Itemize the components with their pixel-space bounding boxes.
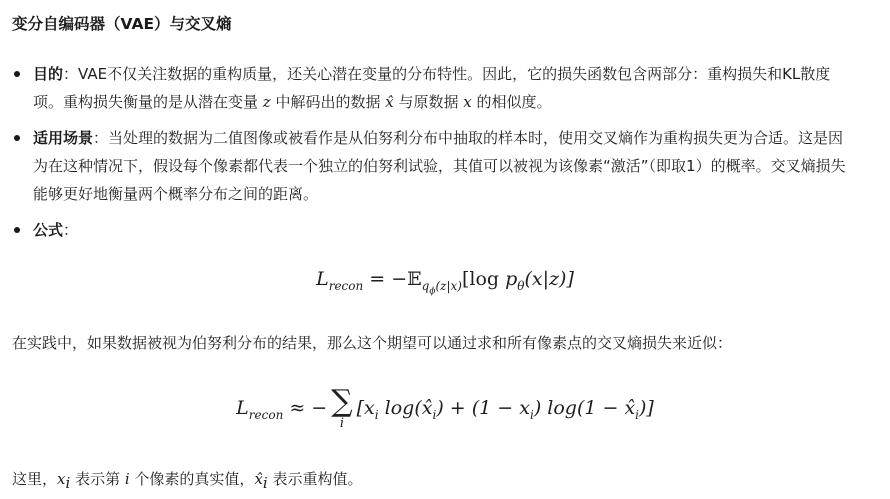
math-var-i: i <box>124 470 130 488</box>
math-var-xhat: x̂ <box>254 470 263 488</box>
formula-sum <box>331 384 353 431</box>
bullet-term: 适用场景 <box>33 129 94 147</box>
bullet-separator: ： <box>63 221 79 239</box>
formula-expectation: 𝔼 <box>407 268 422 290</box>
formula-body: ) + (1 − x <box>436 397 530 419</box>
notation-paragraph <box>12 467 363 495</box>
formula-p-subscript: θ <box>517 278 525 293</box>
formula-sub: i <box>432 407 437 422</box>
formula-lhs-subscript: recon <box>328 278 364 293</box>
formula-body-tail: (x|z)] <box>524 268 574 290</box>
formula-sub: i <box>374 407 379 422</box>
bullet-purpose <box>0 60 890 116</box>
para-text: 表示重构值。 <box>267 470 363 488</box>
math-sub-i: i <box>65 474 71 492</box>
sum-symbol: ∑ <box>331 384 353 419</box>
formula-equals: = − <box>363 268 408 290</box>
formula-body: log(x̂ <box>378 397 433 419</box>
formula-lhs-subscript: recon <box>248 407 284 422</box>
bullet-text: 的相似度。 <box>471 93 552 111</box>
para-text: 个像素的真实值， <box>129 470 255 488</box>
bullet-separator: ： <box>93 129 109 147</box>
bullet-text: 与原数据 <box>393 93 464 111</box>
formula-expectation-phi: ϕ <box>429 286 436 297</box>
formula-sub: i <box>635 407 640 422</box>
formula-p: p <box>505 268 518 290</box>
math-var-z: z <box>262 93 271 111</box>
bullet-dot-icon <box>14 71 20 77</box>
math-var-x: x <box>463 93 472 111</box>
bullet-dot-icon <box>14 227 20 233</box>
formula-body: [log <box>461 268 506 290</box>
formula-body: [x <box>356 397 375 419</box>
formula-approx: ≈ − <box>283 397 328 419</box>
math-var-x: x <box>57 470 66 488</box>
bullet-list <box>0 60 890 252</box>
bullet-term: 目的 <box>33 65 64 83</box>
bullet-formula <box>0 216 890 244</box>
formula-lhs: L <box>236 397 249 419</box>
math-var-xhat: x̂ <box>385 93 394 111</box>
reconstruction-loss-formula <box>0 268 890 296</box>
bullet-text: VAE不仅关注数据的重构质量，还关心潜在变量的分布特性。因此，它的损失函数包含两部分：重构损失和KL散度项。重构损失衡量的是从潜在变量 <box>33 65 831 111</box>
practice-paragraph: 在实践中，如果数据被视为伯努利分布的结果，那么这个期望可以通过求和所有像素点的交叉熵损失来近似： <box>12 334 733 352</box>
formula-sub: i <box>529 407 534 422</box>
formula-expectation-cond: (z|x) <box>435 278 462 293</box>
formula-body: ) log(1 − x̂ <box>533 397 636 419</box>
math-sub-i: i <box>262 474 268 492</box>
sum-index: i <box>339 416 345 431</box>
bullet-text: 当处理的数据为二值图像或被看作是从伯努利分布中抽取的样本时，使用交叉熵作为重构损失更为合适。这是因为在这种情况下，假设每个像素都代表一个独立的伯努利试验，其值可以被视为该像素“激活”（即取1）的概率。交叉熵损失能够更好地衡量两个概率分布之间的距离。 <box>33 129 846 203</box>
bullet-separator: ： <box>63 65 79 83</box>
bullet-dot-icon <box>14 135 20 141</box>
bullet-term: 公式 <box>33 221 64 239</box>
para-text: 表示第 <box>70 470 125 488</box>
section-heading: 变分自编码器（VAE）与交叉熵 <box>12 15 232 33</box>
cross-entropy-formula <box>0 384 890 431</box>
bullet-text: 中解码出的数据 <box>270 93 386 111</box>
bullet-use-case <box>0 124 890 208</box>
formula-expectation-subscript <box>421 278 462 297</box>
formula-expectation-q: q <box>421 278 430 293</box>
para-text: 这里， <box>12 470 58 488</box>
formula-body: )] <box>639 397 654 419</box>
formula-lhs: L <box>316 268 329 290</box>
